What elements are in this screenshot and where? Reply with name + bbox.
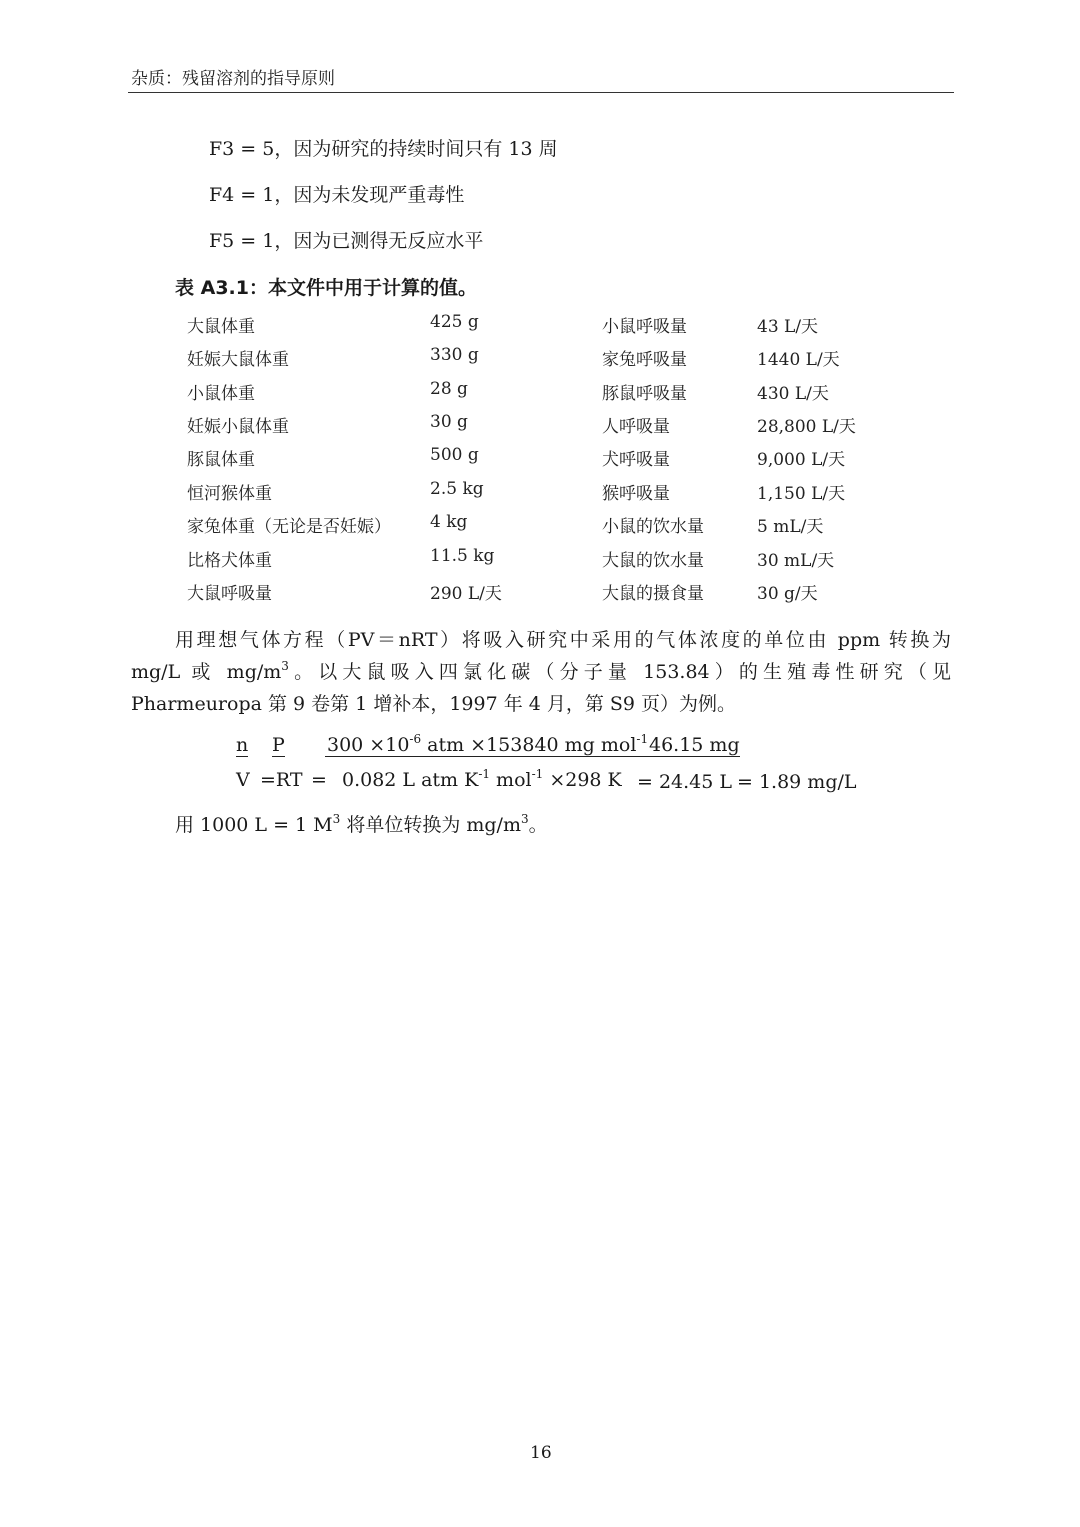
- formula-text: atm ×153840 mg mol: [421, 734, 637, 756]
- table-cell-value: 11.5 kg: [430, 546, 495, 566]
- table-cell-label: 小鼠的饮水量: [602, 517, 704, 537]
- body-paragraph: [131, 624, 951, 720]
- table-cell-value: 500 g: [430, 445, 479, 465]
- table-cell-label: 妊娠大鼠体重: [187, 350, 289, 370]
- superscript: -1: [478, 767, 491, 781]
- table-cell-value: 330 g: [430, 345, 479, 365]
- table-cell-value: 43 L/天: [757, 317, 819, 337]
- paragraph-text: mg/L 或 mg/m: [131, 661, 282, 683]
- formula-text: 0.082 L atm K: [342, 769, 479, 791]
- table-cell-label: 小鼠体重: [187, 384, 255, 404]
- table-title: 表 A3.1：本文件中用于计算的值。: [175, 277, 477, 299]
- formula-rt: =RT: [260, 769, 303, 791]
- table-cell-value: 30 g: [430, 412, 468, 432]
- formula-result-numerator: 46.15 mg: [649, 734, 740, 756]
- paragraph-line: Pharmeuropa 第 9 卷第 1 增补本，1997 年 4 月，第 S9 页）为例。: [131, 693, 737, 715]
- table-cell-value: 4 kg: [430, 512, 468, 532]
- table-cell-label: 家兔体重（无论是否妊娠）: [187, 517, 391, 537]
- table-cell-label: 妊娠小鼠体重: [187, 417, 289, 437]
- table-cell-value: 2.5 kg: [430, 479, 484, 499]
- formula-numerator: [325, 734, 650, 757]
- formula-equals: =: [311, 769, 327, 791]
- formula-text: mol: [490, 769, 532, 791]
- table-cell-label: 恒河猴体重: [187, 484, 272, 504]
- conversion-note: [175, 810, 548, 837]
- factor-f4: F4 = 1，因为未发现严重毒性: [209, 184, 465, 206]
- table-cell-value: 290 L/天: [430, 584, 502, 604]
- formula-v: V: [236, 769, 250, 791]
- formula-result-denominator: = 24.45 L: [637, 771, 733, 793]
- header-divider: [128, 92, 954, 93]
- table-cell-label: 人呼吸量: [602, 417, 670, 437]
- table-cell-value: 30 mL/天: [757, 551, 835, 571]
- running-header: 杂质：残留溶剂的指导原则: [131, 69, 335, 89]
- table-cell-label: 大鼠的饮水量: [602, 551, 704, 571]
- factor-f5: F5 = 1，因为已测得无反应水平: [209, 230, 484, 252]
- superscript: 3: [281, 659, 289, 673]
- formula-text: 300 ×10: [327, 734, 410, 756]
- table-cell-label: 比格犬体重: [187, 551, 272, 571]
- formula-denominator: [342, 769, 622, 791]
- paragraph-line: [131, 656, 951, 688]
- paragraph-text: 。以大鼠吸入四氯化碳（分子量 153.84）的生殖毒性研究（见: [288, 661, 952, 683]
- formula-p: P: [272, 734, 285, 756]
- table-cell-label: 大鼠体重: [187, 317, 255, 337]
- table-cell-label: 猴呼吸量: [602, 484, 670, 504]
- table-cell-label: 大鼠呼吸量: [187, 584, 272, 604]
- superscript: 3: [520, 812, 529, 826]
- table-cell-value: 28,800 L/天: [757, 417, 856, 437]
- conversion-text: 。: [528, 814, 548, 836]
- page-number: 16: [530, 1443, 552, 1463]
- conversion-text: 将单位转换为 mg/m: [340, 814, 521, 836]
- conversion-text: 用 1000 L = 1 M: [175, 814, 333, 836]
- table-cell-label: 家兔呼吸量: [602, 350, 687, 370]
- superscript: 3: [332, 812, 341, 826]
- table-cell-label: 豚鼠呼吸量: [602, 384, 687, 404]
- superscript: -1: [531, 767, 544, 781]
- table-cell-value: 1,150 L/天: [757, 484, 846, 504]
- formula-n: n: [236, 734, 249, 756]
- table-cell-value: 30 g/天: [757, 584, 818, 604]
- table-cell-label: 小鼠呼吸量: [602, 317, 687, 337]
- factor-f3: F3 = 5，因为研究的持续时间只有 13 周: [209, 138, 558, 160]
- table-cell-value: 430 L/天: [757, 384, 829, 404]
- table-cell-value: 425 g: [430, 312, 479, 332]
- formula-text: ×298 K: [543, 769, 622, 791]
- table-cell-label: 犬呼吸量: [602, 450, 670, 470]
- table-cell-label: 大鼠的摄食量: [602, 584, 704, 604]
- paragraph-line: 用理想气体方程（PV＝nRT）将吸入研究中采用的气体浓度的单位由 ppm 转换为: [175, 629, 951, 651]
- superscript: -1: [636, 732, 649, 746]
- table-cell-value: 9,000 L/天: [757, 450, 846, 470]
- table-cell-value: 28 g: [430, 379, 468, 399]
- table-cell-value: 1440 L/天: [757, 350, 840, 370]
- formula-final-result: = 1.89 mg/L: [737, 771, 857, 793]
- superscript: -6: [409, 732, 422, 746]
- table-cell-value: 5 mL/天: [757, 517, 824, 537]
- table-cell-label: 豚鼠体重: [187, 450, 255, 470]
